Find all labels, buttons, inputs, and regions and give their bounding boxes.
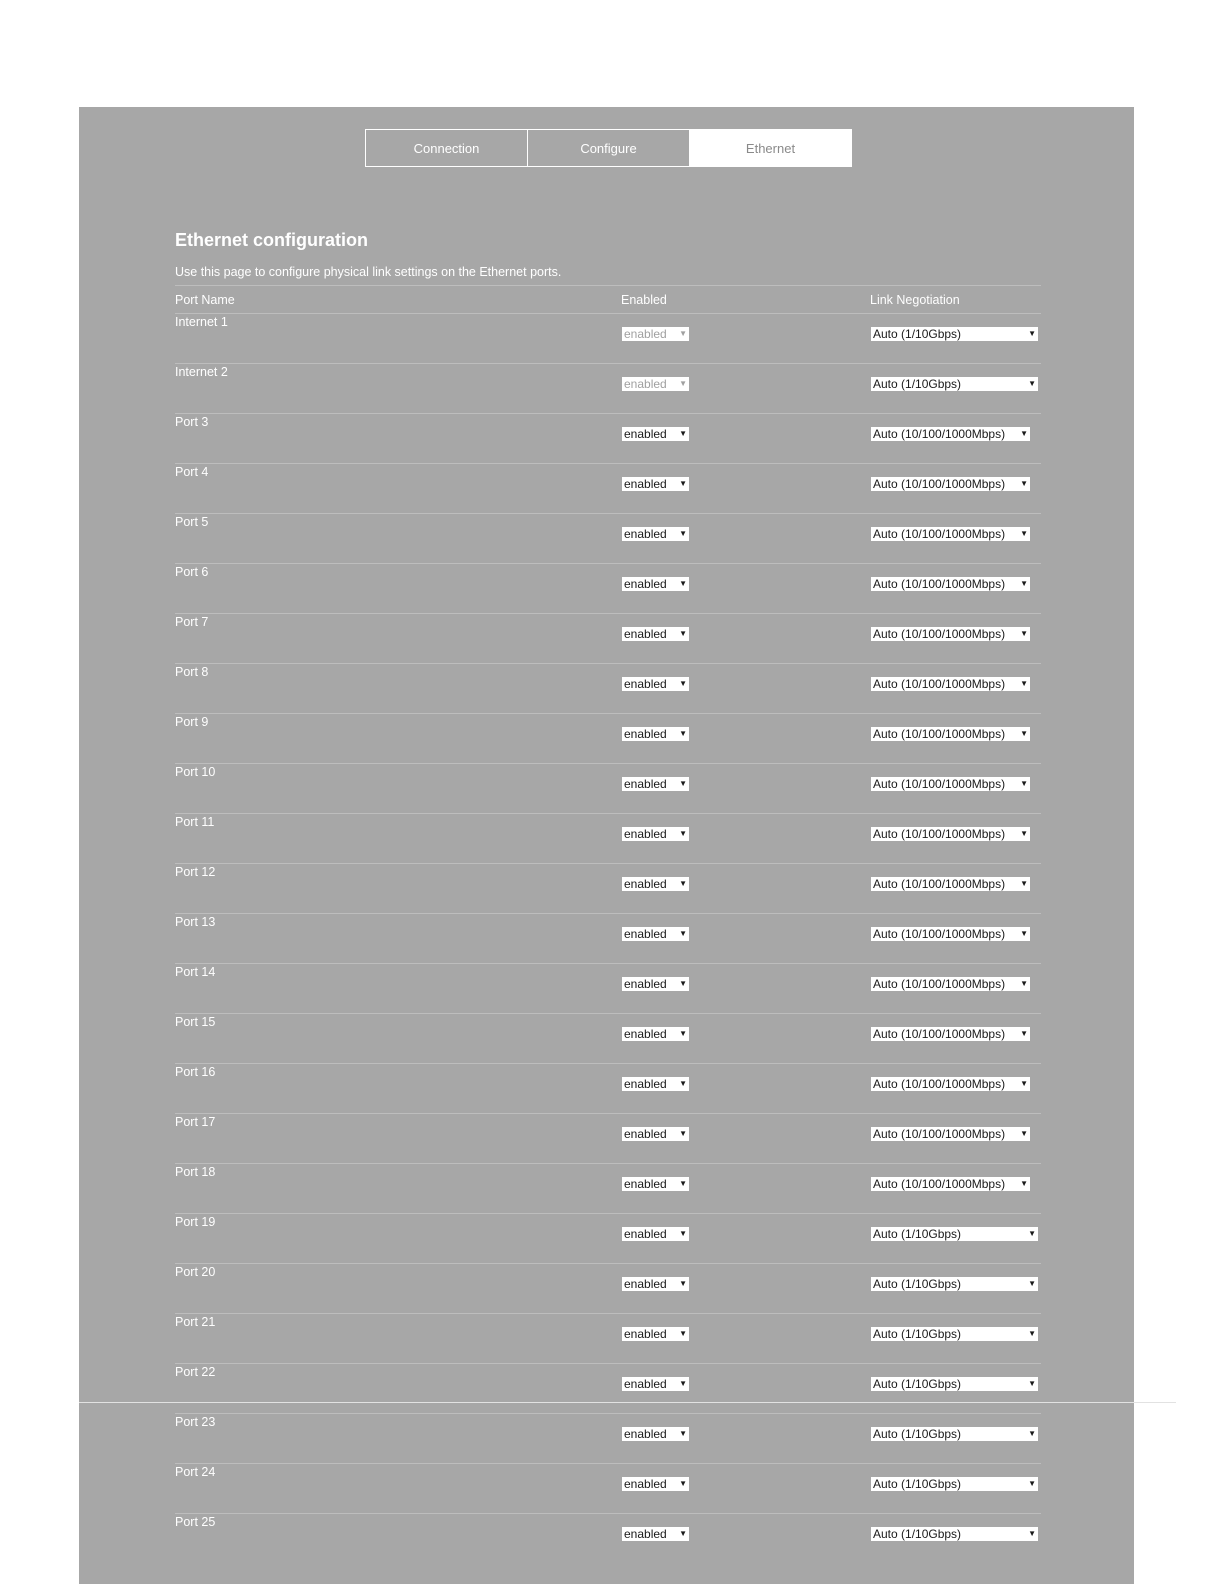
link-negotiation-value: Auto (1/10Gbps) bbox=[873, 1527, 962, 1541]
enabled-select[interactable] bbox=[622, 927, 689, 941]
link-negotiation-select[interactable] bbox=[871, 1477, 1038, 1491]
enabled-select-value: enabled bbox=[624, 477, 667, 491]
table-row bbox=[175, 913, 1041, 963]
enabled-select[interactable] bbox=[622, 677, 689, 691]
chevron-down-icon: ▼ bbox=[679, 979, 687, 988]
link-negotiation-value: Auto (1/10Gbps) bbox=[873, 1227, 962, 1241]
link-negotiation-select[interactable] bbox=[871, 1077, 1030, 1091]
enabled-select[interactable] bbox=[622, 877, 689, 891]
chevron-down-icon: ▼ bbox=[679, 1179, 687, 1188]
port-name: Port 6 bbox=[175, 565, 209, 579]
chevron-down-icon: ▼ bbox=[1020, 429, 1028, 438]
table-row bbox=[175, 1163, 1041, 1213]
enabled-select[interactable] bbox=[622, 1327, 689, 1341]
chevron-down-icon: ▼ bbox=[1028, 1229, 1036, 1238]
chevron-down-icon: ▼ bbox=[679, 579, 687, 588]
enabled-select-value: enabled bbox=[624, 827, 667, 841]
link-negotiation-value: Auto (10/100/1000Mbps) bbox=[873, 477, 1006, 491]
chevron-down-icon: ▼ bbox=[1020, 679, 1028, 688]
chevron-down-icon: ▼ bbox=[679, 1429, 687, 1438]
header-port-name: Port Name bbox=[175, 293, 235, 307]
chevron-down-icon: ▼ bbox=[1020, 879, 1028, 888]
table-row bbox=[175, 463, 1041, 513]
link-negotiation-value: Auto (1/10Gbps) bbox=[873, 1277, 962, 1291]
link-negotiation-select[interactable] bbox=[871, 477, 1030, 491]
enabled-select-value: enabled bbox=[624, 877, 667, 891]
enabled-select-value: enabled bbox=[624, 427, 667, 441]
enabled-select[interactable] bbox=[622, 477, 689, 491]
link-negotiation-value: Auto (10/100/1000Mbps) bbox=[873, 777, 1006, 791]
chevron-down-icon: ▼ bbox=[1020, 529, 1028, 538]
port-name: Port 15 bbox=[175, 1015, 216, 1029]
chevron-down-icon: ▼ bbox=[1020, 579, 1028, 588]
table-row bbox=[175, 1013, 1041, 1063]
link-negotiation-value: Auto (1/10Gbps) bbox=[873, 1327, 962, 1341]
page-subtitle: Use this page to configure physical link settings on the Ethernet ports. bbox=[175, 265, 562, 279]
chevron-down-icon: ▼ bbox=[679, 679, 687, 688]
chevron-down-icon: ▼ bbox=[1028, 1479, 1036, 1488]
table-row bbox=[175, 663, 1041, 713]
table-row bbox=[175, 1313, 1041, 1363]
chevron-down-icon: ▼ bbox=[1028, 329, 1036, 338]
enabled-select[interactable] bbox=[622, 577, 689, 591]
chevron-down-icon: ▼ bbox=[679, 1379, 687, 1388]
port-name: Port 9 bbox=[175, 715, 209, 729]
chevron-down-icon: ▼ bbox=[679, 779, 687, 788]
tab-connection[interactable]: Connection bbox=[365, 129, 528, 167]
port-name: Port 4 bbox=[175, 465, 209, 479]
table-row bbox=[175, 1463, 1041, 1513]
table-header bbox=[175, 285, 1041, 313]
port-name: Port 18 bbox=[175, 1165, 216, 1179]
chevron-down-icon: ▼ bbox=[1028, 1379, 1036, 1388]
chevron-down-icon: ▼ bbox=[679, 1029, 687, 1038]
table-row bbox=[175, 713, 1041, 763]
enabled-select-value: enabled bbox=[624, 1227, 667, 1241]
table-row bbox=[175, 1063, 1041, 1113]
enabled-select-value: enabled bbox=[624, 1027, 667, 1041]
link-negotiation-select[interactable] bbox=[871, 1427, 1038, 1441]
link-negotiation-select[interactable] bbox=[871, 677, 1030, 691]
chevron-down-icon: ▼ bbox=[679, 1229, 687, 1238]
enabled-select[interactable] bbox=[622, 1177, 689, 1191]
divider-line bbox=[79, 1402, 1176, 1403]
link-negotiation-value: Auto (1/10Gbps) bbox=[873, 377, 962, 391]
port-name: Internet 1 bbox=[175, 315, 228, 329]
port-name: Port 7 bbox=[175, 615, 209, 629]
link-negotiation-select[interactable] bbox=[871, 1027, 1030, 1041]
link-negotiation-value: Auto (10/100/1000Mbps) bbox=[873, 927, 1006, 941]
enabled-select-value: enabled bbox=[624, 1327, 667, 1341]
table-row bbox=[175, 413, 1041, 463]
enabled-select[interactable] bbox=[622, 1427, 689, 1441]
link-negotiation-select[interactable] bbox=[871, 577, 1030, 591]
enabled-select-value: enabled bbox=[624, 727, 667, 741]
enabled-select[interactable] bbox=[622, 1027, 689, 1041]
link-negotiation-value: Auto (10/100/1000Mbps) bbox=[873, 1177, 1006, 1191]
enabled-select-value: enabled bbox=[624, 527, 667, 541]
chevron-down-icon: ▼ bbox=[679, 629, 687, 638]
chevron-down-icon: ▼ bbox=[679, 729, 687, 738]
enabled-select[interactable] bbox=[622, 527, 689, 541]
link-negotiation-select[interactable] bbox=[871, 327, 1038, 341]
link-negotiation-select[interactable] bbox=[871, 1277, 1038, 1291]
port-name: Port 10 bbox=[175, 765, 216, 779]
chevron-down-icon: ▼ bbox=[1020, 1129, 1028, 1138]
chevron-down-icon: ▼ bbox=[1020, 729, 1028, 738]
chevron-down-icon: ▼ bbox=[1028, 1279, 1036, 1288]
enabled-select[interactable] bbox=[622, 1377, 689, 1391]
link-negotiation-select[interactable] bbox=[871, 1527, 1038, 1541]
main-panel bbox=[79, 107, 1134, 1584]
enabled-select bbox=[622, 377, 689, 391]
link-negotiation-value: Auto (10/100/1000Mbps) bbox=[873, 727, 1006, 741]
enabled-select[interactable] bbox=[622, 777, 689, 791]
link-negotiation-select[interactable] bbox=[871, 827, 1030, 841]
table-row bbox=[175, 1363, 1041, 1413]
table-row bbox=[175, 1263, 1041, 1313]
port-name: Port 13 bbox=[175, 915, 216, 929]
chevron-down-icon: ▼ bbox=[679, 1079, 687, 1088]
chevron-down-icon: ▼ bbox=[679, 329, 687, 338]
port-table-body bbox=[175, 313, 1041, 1563]
port-name: Port 14 bbox=[175, 965, 216, 979]
port-name: Port 21 bbox=[175, 1315, 216, 1329]
table-row bbox=[175, 313, 1041, 363]
chevron-down-icon: ▼ bbox=[679, 929, 687, 938]
enabled-select bbox=[622, 327, 689, 341]
chevron-down-icon: ▼ bbox=[1020, 929, 1028, 938]
enabled-select-value: enabled bbox=[624, 577, 667, 591]
port-name: Port 12 bbox=[175, 865, 216, 879]
enabled-select[interactable] bbox=[622, 977, 689, 991]
enabled-select[interactable] bbox=[622, 1277, 689, 1291]
link-negotiation-value: Auto (10/100/1000Mbps) bbox=[873, 1127, 1006, 1141]
link-negotiation-select[interactable] bbox=[871, 1327, 1038, 1341]
chevron-down-icon: ▼ bbox=[1020, 829, 1028, 838]
link-negotiation-select[interactable] bbox=[871, 1377, 1038, 1391]
link-negotiation-value: Auto (1/10Gbps) bbox=[873, 1377, 962, 1391]
table-row bbox=[175, 963, 1041, 1013]
ethernet-config-section bbox=[175, 225, 1041, 1563]
link-negotiation-select[interactable] bbox=[871, 977, 1030, 991]
chevron-down-icon: ▼ bbox=[679, 429, 687, 438]
enabled-select[interactable] bbox=[622, 627, 689, 641]
enabled-select-value: enabled bbox=[624, 377, 667, 391]
port-name: Port 20 bbox=[175, 1265, 216, 1279]
link-negotiation-value: Auto (1/10Gbps) bbox=[873, 1477, 962, 1491]
link-negotiation-select[interactable] bbox=[871, 927, 1030, 941]
table-row bbox=[175, 513, 1041, 563]
tab-bar bbox=[365, 129, 852, 167]
chevron-down-icon: ▼ bbox=[1020, 1029, 1028, 1038]
link-negotiation-value: Auto (10/100/1000Mbps) bbox=[873, 1027, 1006, 1041]
enabled-select[interactable] bbox=[622, 1477, 689, 1491]
port-name: Port 22 bbox=[175, 1365, 216, 1379]
enabled-select-value: enabled bbox=[624, 1177, 667, 1191]
link-negotiation-select[interactable] bbox=[871, 777, 1030, 791]
enabled-select-value: enabled bbox=[624, 1477, 667, 1491]
link-negotiation-select[interactable] bbox=[871, 427, 1030, 441]
chevron-down-icon: ▼ bbox=[1028, 1529, 1036, 1538]
enabled-select-value: enabled bbox=[624, 677, 667, 691]
enabled-select-value: enabled bbox=[624, 777, 667, 791]
link-negotiation-value: Auto (10/100/1000Mbps) bbox=[873, 527, 1006, 541]
chevron-down-icon: ▼ bbox=[1028, 1329, 1036, 1338]
link-negotiation-value: Auto (10/100/1000Mbps) bbox=[873, 977, 1006, 991]
chevron-down-icon: ▼ bbox=[679, 529, 687, 538]
table-row bbox=[175, 1413, 1041, 1463]
port-name: Port 11 bbox=[175, 815, 215, 829]
tab-configure[interactable]: Configure bbox=[528, 129, 690, 167]
link-negotiation-select[interactable] bbox=[871, 1127, 1030, 1141]
port-name: Port 24 bbox=[175, 1465, 216, 1479]
enabled-select-value: enabled bbox=[624, 927, 667, 941]
enabled-select[interactable] bbox=[622, 427, 689, 441]
enabled-select-value: enabled bbox=[624, 1377, 667, 1391]
port-name: Port 8 bbox=[175, 665, 209, 679]
link-negotiation-select[interactable] bbox=[871, 1177, 1030, 1191]
enabled-select-value: enabled bbox=[624, 1277, 667, 1291]
enabled-select[interactable] bbox=[622, 1227, 689, 1241]
chevron-down-icon: ▼ bbox=[1020, 779, 1028, 788]
chevron-down-icon: ▼ bbox=[679, 1329, 687, 1338]
table-row bbox=[175, 1213, 1041, 1263]
port-name: Port 25 bbox=[175, 1515, 216, 1529]
enabled-select-value: enabled bbox=[624, 1077, 667, 1091]
chevron-down-icon: ▼ bbox=[679, 379, 687, 388]
port-name: Port 19 bbox=[175, 1215, 216, 1229]
enabled-select-value: enabled bbox=[624, 1527, 667, 1541]
enabled-select[interactable] bbox=[622, 727, 689, 741]
chevron-down-icon: ▼ bbox=[679, 879, 687, 888]
enabled-select[interactable] bbox=[622, 827, 689, 841]
link-negotiation-value: Auto (10/100/1000Mbps) bbox=[873, 877, 1006, 891]
enabled-select[interactable] bbox=[622, 1527, 689, 1541]
link-negotiation-select[interactable] bbox=[871, 727, 1030, 741]
enabled-select-value: enabled bbox=[624, 1427, 667, 1441]
port-name: Port 3 bbox=[175, 415, 209, 429]
table-row bbox=[175, 363, 1041, 413]
table-row bbox=[175, 763, 1041, 813]
table-row bbox=[175, 1113, 1041, 1163]
link-negotiation-select[interactable] bbox=[871, 1227, 1038, 1241]
link-negotiation-value: Auto (10/100/1000Mbps) bbox=[873, 827, 1006, 841]
chevron-down-icon: ▼ bbox=[679, 479, 687, 488]
chevron-down-icon: ▼ bbox=[1020, 1079, 1028, 1088]
link-negotiation-select[interactable] bbox=[871, 877, 1030, 891]
link-negotiation-value: Auto (10/100/1000Mbps) bbox=[873, 427, 1006, 441]
link-negotiation-select[interactable] bbox=[871, 527, 1030, 541]
enabled-select[interactable] bbox=[622, 1127, 689, 1141]
enabled-select-value: enabled bbox=[624, 977, 667, 991]
table-row bbox=[175, 813, 1041, 863]
table-row bbox=[175, 1513, 1041, 1563]
port-name: Internet 2 bbox=[175, 365, 228, 379]
table-row bbox=[175, 613, 1041, 663]
table-row bbox=[175, 563, 1041, 613]
port-name: Port 23 bbox=[175, 1415, 216, 1429]
enabled-select-value: enabled bbox=[624, 627, 667, 641]
chevron-down-icon: ▼ bbox=[1028, 1429, 1036, 1438]
enabled-select[interactable] bbox=[622, 1077, 689, 1091]
link-negotiation-value: Auto (1/10Gbps) bbox=[873, 1427, 962, 1441]
table-row bbox=[175, 863, 1041, 913]
link-negotiation-value: Auto (10/100/1000Mbps) bbox=[873, 677, 1006, 691]
link-negotiation-value: Auto (1/10Gbps) bbox=[873, 327, 962, 341]
chevron-down-icon: ▼ bbox=[679, 1279, 687, 1288]
link-negotiation-select[interactable] bbox=[871, 627, 1030, 641]
link-negotiation-value: Auto (10/100/1000Mbps) bbox=[873, 627, 1006, 641]
link-negotiation-value: Auto (10/100/1000Mbps) bbox=[873, 577, 1006, 591]
port-name: Port 5 bbox=[175, 515, 209, 529]
chevron-down-icon: ▼ bbox=[679, 1479, 687, 1488]
chevron-down-icon: ▼ bbox=[1028, 379, 1036, 388]
tab-ethernet[interactable]: Ethernet bbox=[690, 129, 852, 167]
chevron-down-icon: ▼ bbox=[679, 1129, 687, 1138]
chevron-down-icon: ▼ bbox=[1020, 979, 1028, 988]
enabled-select-value: enabled bbox=[624, 1127, 667, 1141]
chevron-down-icon: ▼ bbox=[679, 1529, 687, 1538]
port-name: Port 16 bbox=[175, 1065, 216, 1079]
header-link-negotiation: Link Negotiation bbox=[870, 293, 960, 307]
chevron-down-icon: ▼ bbox=[1020, 1179, 1028, 1188]
chevron-down-icon: ▼ bbox=[679, 829, 687, 838]
link-negotiation-select[interactable] bbox=[871, 377, 1038, 391]
page-title: Ethernet configuration bbox=[175, 230, 368, 250]
chevron-down-icon: ▼ bbox=[1020, 629, 1028, 638]
port-name: Port 17 bbox=[175, 1115, 216, 1129]
header-enabled: Enabled bbox=[621, 293, 667, 307]
chevron-down-icon: ▼ bbox=[1020, 479, 1028, 488]
enabled-select-value: enabled bbox=[624, 327, 667, 341]
link-negotiation-value: Auto (10/100/1000Mbps) bbox=[873, 1077, 1006, 1091]
